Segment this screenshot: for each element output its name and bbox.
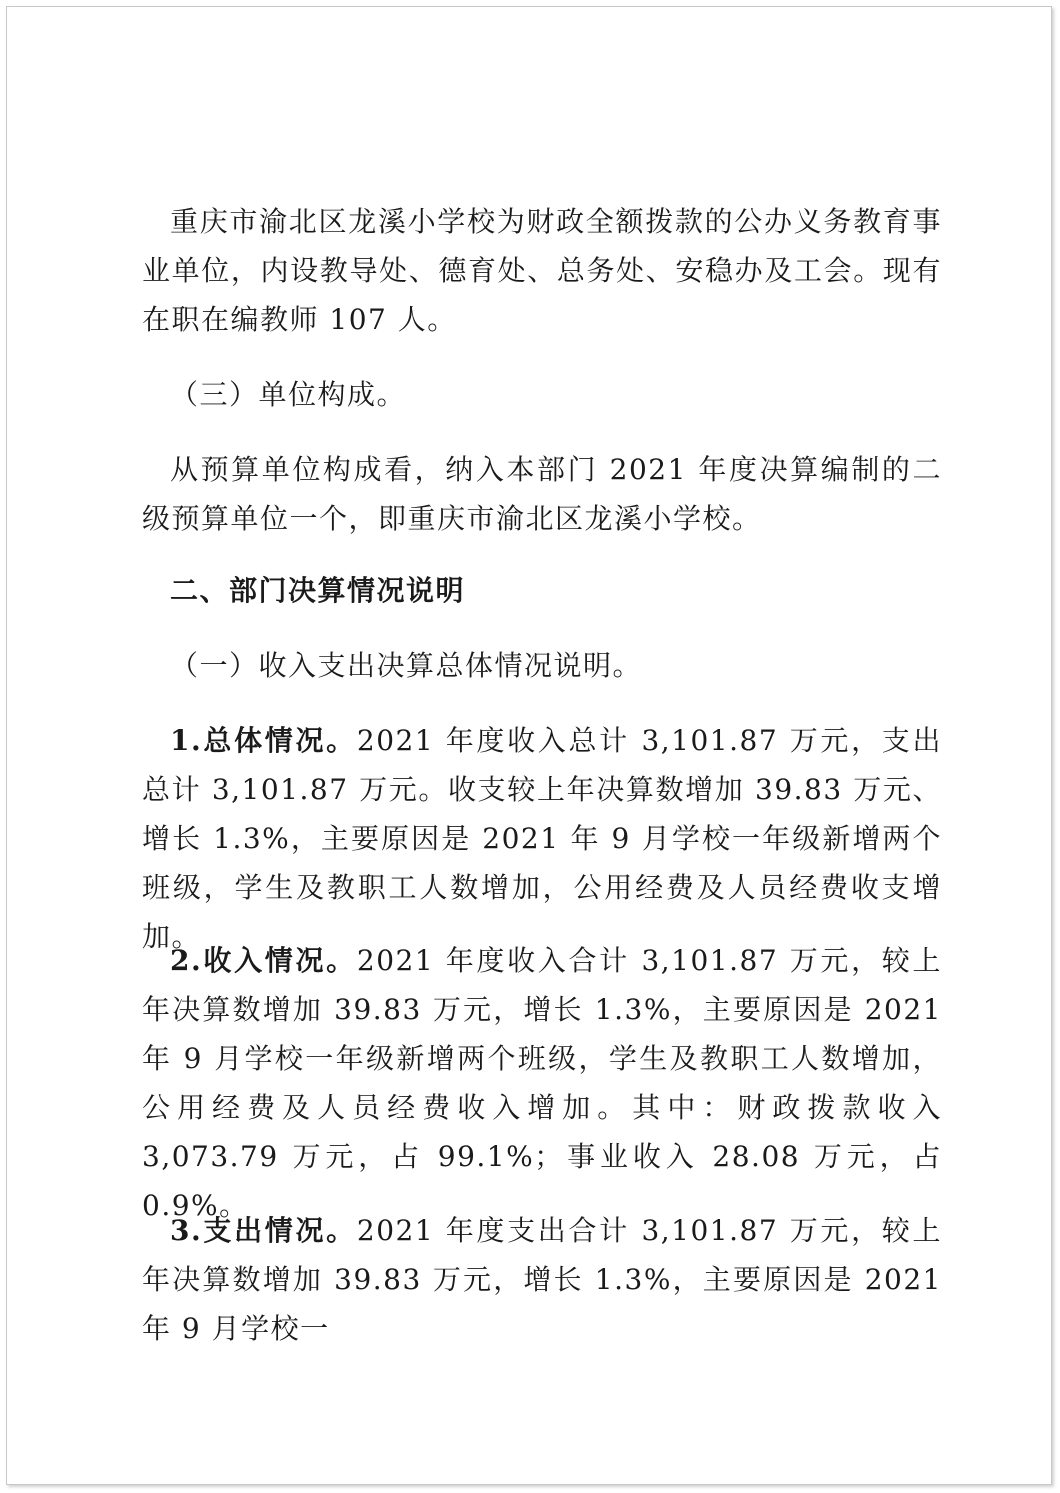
item-3-paragraph: [142, 1206, 942, 1353]
item-3-body: 2021 年度支出合计 3,101.87 万元，较上年决算数增加 39.83 万元，增长 1.3%，主要原因是 2021 年 9 月学校一: [142, 1214, 942, 1345]
section-3-body: 从预算单位构成看，纳入本部门 2021 年度决算编制的二级预算单位一个，即重庆市渝北区龙溪小学校。: [142, 453, 942, 535]
part-2-heading: 二、部门决算情况说明: [170, 574, 466, 607]
item-1-paragraph: [142, 716, 942, 961]
item-1-body: 2021 年度收入总计 3,101.87 万元，支出总计 3,101.87 万元。收支较上年决算数增加 39.83 万元、增长 1.3%，主要原因是 2021 年 9 月学校一年级新增两个班级，学生及教职工人数增加，公用经费及人员经费收支增加。: [142, 724, 942, 953]
section-3-heading: （三）单位构成。: [170, 378, 407, 411]
item-2-lead: 2.收入情况。: [170, 944, 357, 977]
subsection-1-heading: （一）收入支出决算总体情况说明。: [170, 649, 643, 682]
intro-paragraph: 重庆市渝北区龙溪小学校为财政全额拨款的公办义务教育事业单位，内设教导处、德育处、总务处、安稳办及工会。现有在职在编教师 107 人。: [142, 205, 942, 336]
item-1-lead: 1.总体情况。: [170, 724, 357, 757]
item-2-paragraph: [142, 936, 942, 1230]
item-2-body: 2021 年度收入合计 3,101.87 万元，较上年决算数增加 39.83 万元，增长 1.3%，主要原因是 2021 年 9 月学校一年级新增两个班级，学生及教职工人数增加，公用经费及人员经费收入增加。其中：财政拨款收入 3,073.79 万元，占 99.1%；事业收入 28.08 万元，占 0.9%。: [142, 944, 942, 1222]
item-3-lead: 3.支出情况。: [170, 1214, 357, 1247]
